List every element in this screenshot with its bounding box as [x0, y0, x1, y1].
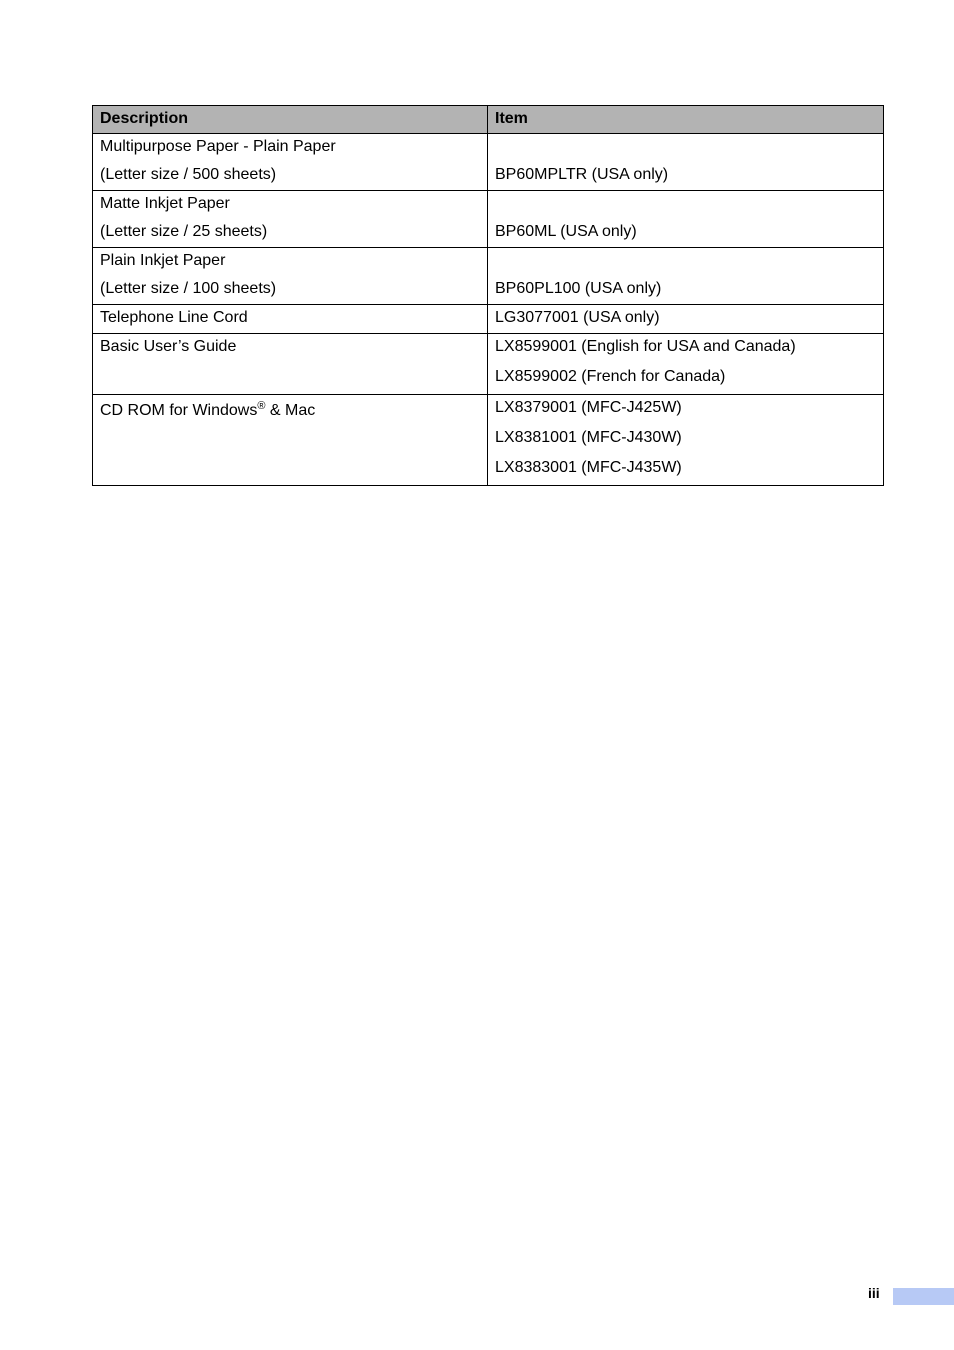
table-row — [93, 395, 884, 486]
description-line: (Letter size / 500 sheets) — [100, 166, 277, 183]
item-code: BP60PL100 (USA only) — [495, 280, 662, 297]
item-cell — [488, 191, 884, 248]
page-number: iii — [868, 1285, 880, 1301]
description-cell — [93, 134, 488, 191]
description-cell — [93, 305, 488, 334]
item-cell — [488, 134, 884, 191]
description-text: & Mac — [265, 402, 316, 419]
item-cell — [488, 334, 884, 395]
description-line: Telephone Line Cord — [100, 309, 248, 326]
description-cell — [93, 191, 488, 248]
item-code: LX8599002 (French for Canada) — [495, 368, 726, 385]
header-item: Item — [488, 106, 884, 134]
item-code: BP60ML (USA only) — [495, 223, 637, 240]
item-code: LX8379001 (MFC-J425W) — [495, 399, 682, 416]
description-line: Multipurpose Paper - Plain Paper — [100, 138, 336, 155]
table-row — [93, 191, 884, 248]
description-cell — [93, 395, 488, 486]
description-line: Plain Inkjet Paper — [100, 252, 226, 269]
description-line: (Letter size / 25 sheets) — [100, 223, 268, 240]
table-row — [93, 305, 884, 334]
description-text: CD ROM for Windows — [100, 402, 258, 419]
item-code: LX8381001 (MFC-J430W) — [495, 429, 682, 446]
description-line: Matte Inkjet Paper — [100, 195, 230, 212]
header-description: Description — [93, 106, 488, 134]
description-line: (Letter size / 100 sheets) — [100, 280, 277, 297]
item-code: LX8599001 (English for USA and Canada) — [495, 338, 796, 355]
description-cell — [93, 248, 488, 305]
item-cell — [488, 248, 884, 305]
item-code: BP60MPLTR (USA only) — [495, 166, 669, 183]
description-line: Basic User’s Guide — [100, 338, 237, 355]
description-cell — [93, 334, 488, 395]
table-header-row — [93, 106, 884, 134]
table-row — [93, 334, 884, 395]
parts-table — [92, 105, 884, 486]
description-line — [100, 395, 480, 424]
page-tab-marker — [893, 1288, 954, 1305]
item-cell — [488, 395, 884, 486]
item-cell — [488, 305, 884, 334]
registered-mark: ® — [257, 400, 266, 412]
table-row — [93, 248, 884, 305]
table-row — [93, 134, 884, 191]
item-code: LX8383001 (MFC-J435W) — [495, 459, 682, 476]
item-code: LG3077001 (USA only) — [495, 309, 660, 326]
